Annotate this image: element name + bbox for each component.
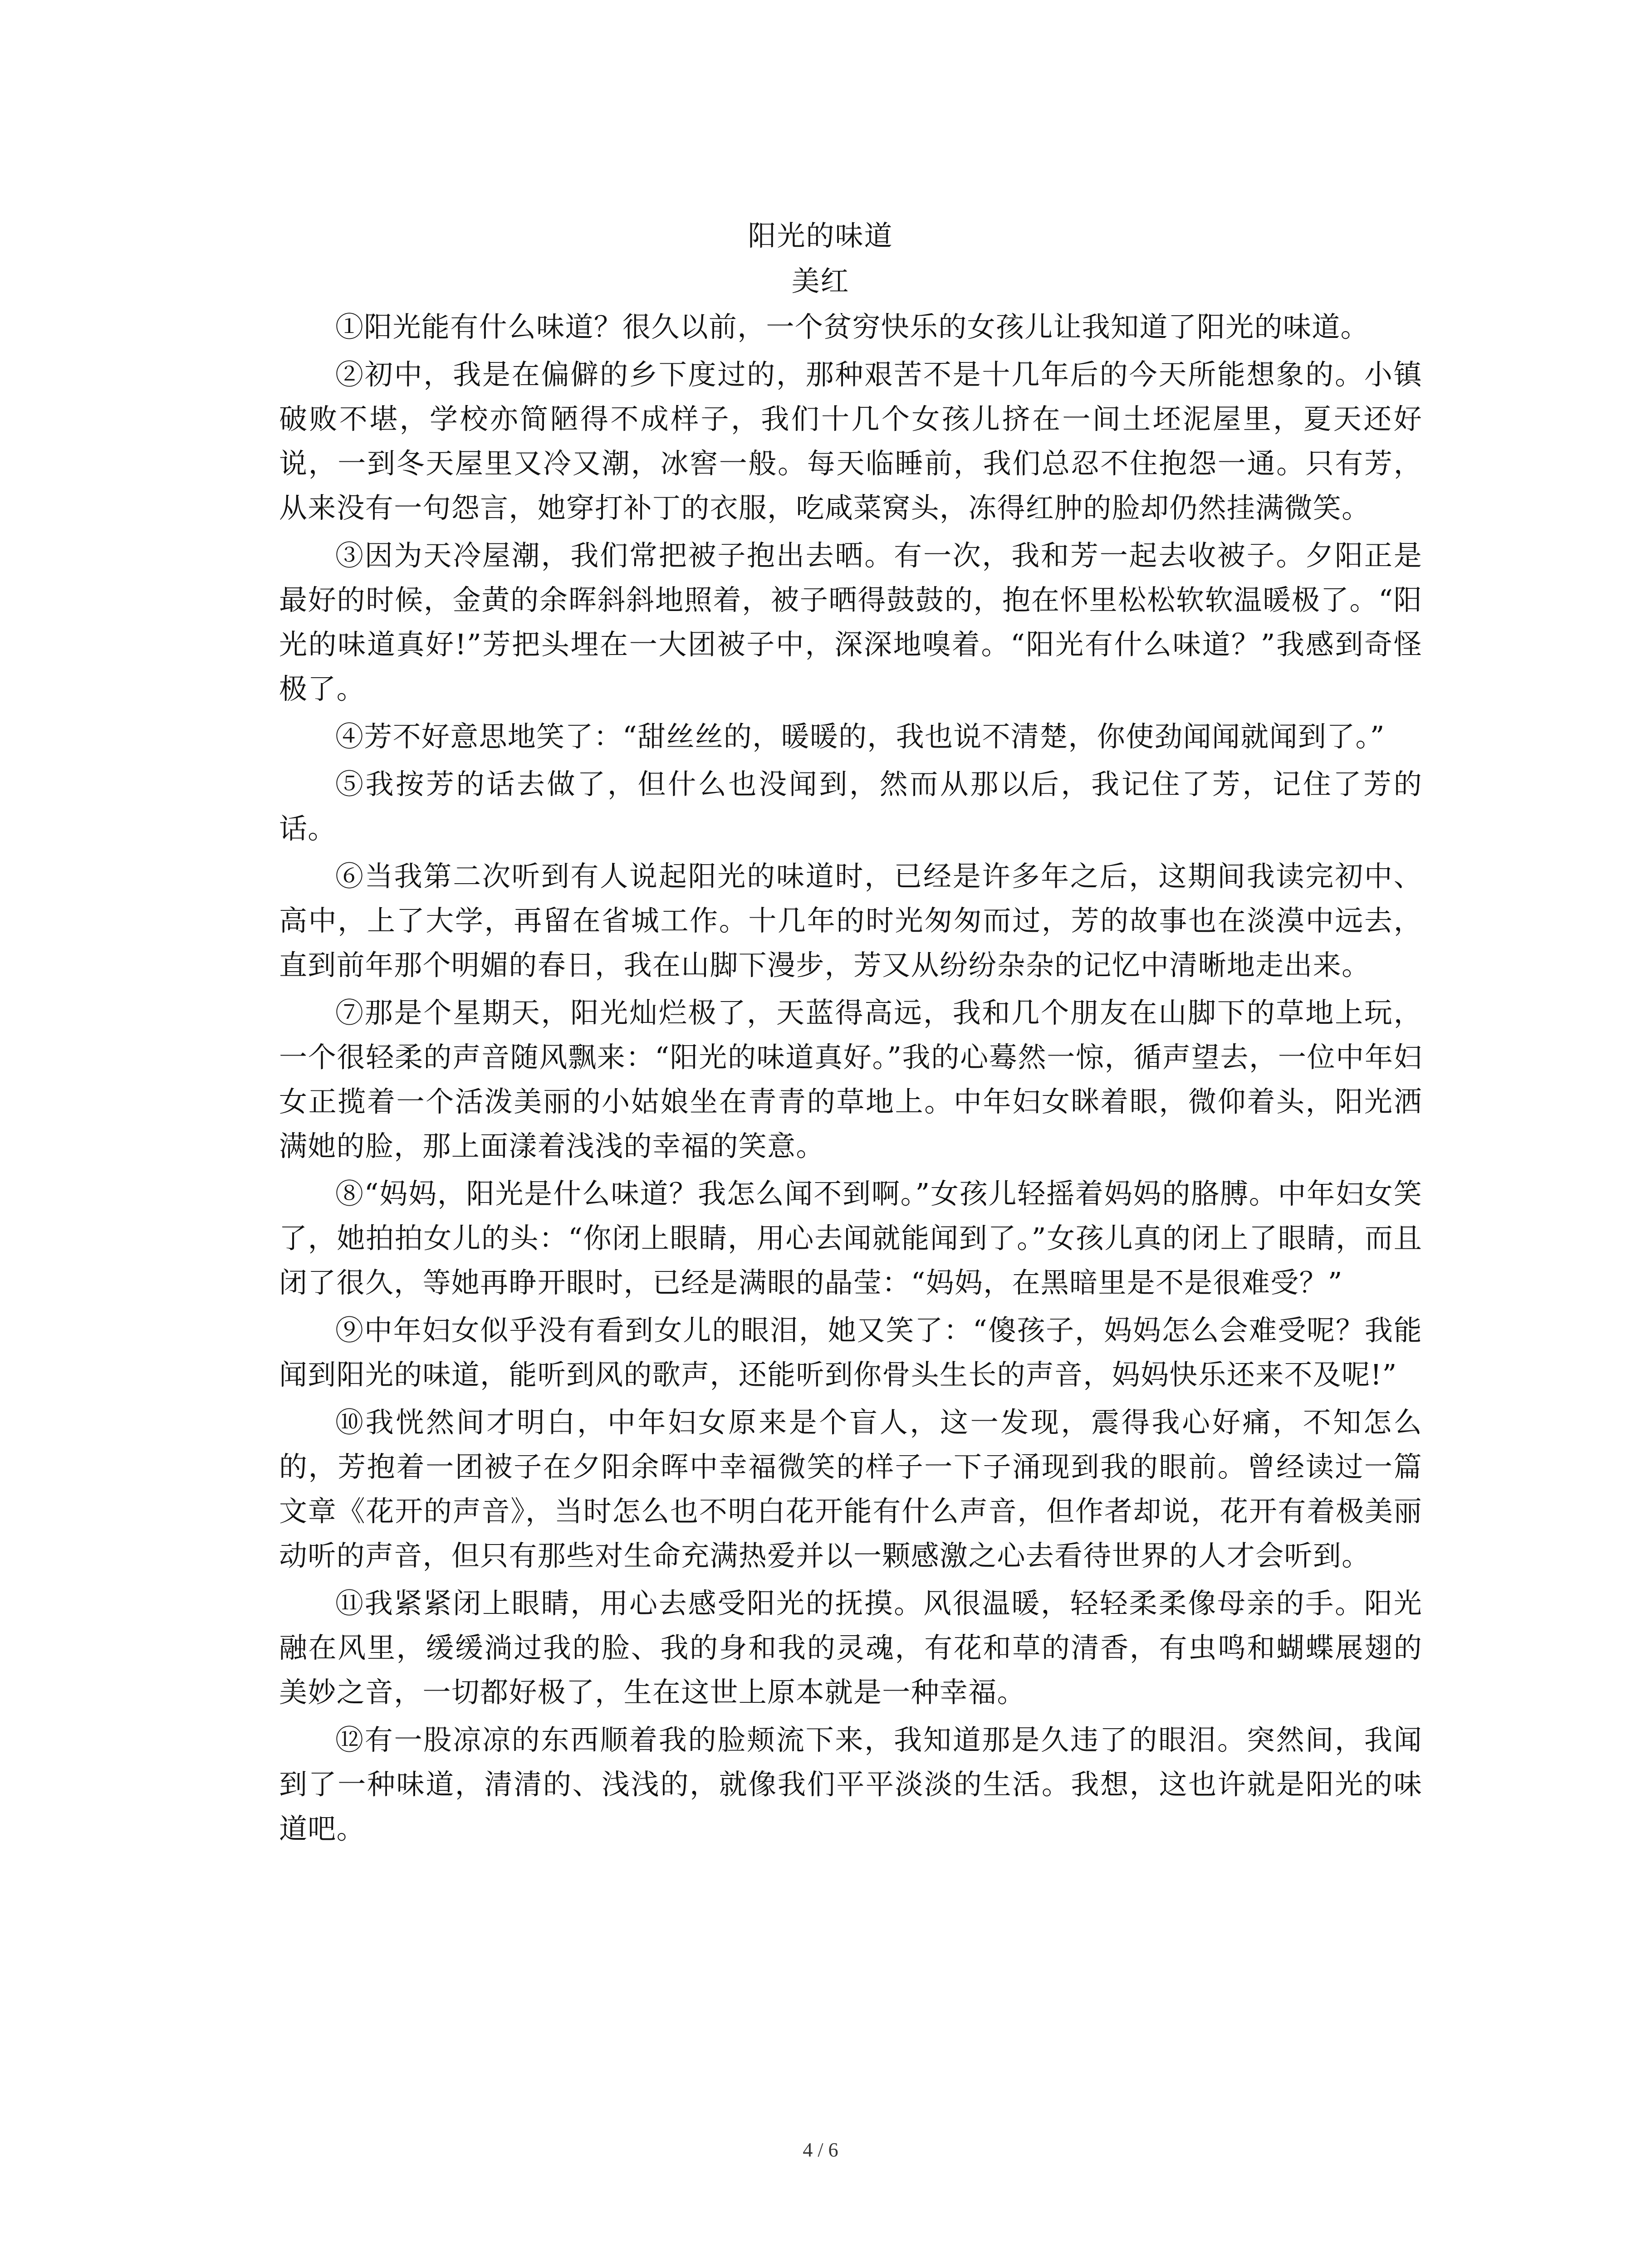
paragraph-4: ④芳不好意思地笑了：“甜丝丝的，暖暖的，我也说不清楚，你使劲闻闻就闻到了。” xyxy=(335,720,1385,753)
article-author: 美红 xyxy=(791,264,850,298)
article-body xyxy=(279,305,1422,1854)
page-number: 4 / 6 xyxy=(803,2139,838,2161)
article-title: 阳光的味道 xyxy=(748,219,893,252)
paragraph-11: ⑪我紧紧闭上眼睛，用心去感受阳光的抚摸。风很温暖，轻轻柔柔像母亲的手。阳光融在风里，缓缓淌过我的脸、我的身和我的灵魂，有花和草的清香，有虫鸣和蝴蝶展翅的美妙之音，一切都好极了，生在这世上原本就是一种幸福。 xyxy=(279,1587,1422,1709)
paragraph-8: ⑧“妈妈，阳光是什么味道？我怎么闻不到啊。”女孩儿轻摇着妈妈的胳膊。中年妇女笑了，她拍拍女儿的头：“你闭上眼睛，用心去闻就能闻到了。”女孩儿真的闭上了眼睛，而且闭了很久，等她再睁开眼时，已经是满眼的晶莹：“妈妈，在黑暗里是不是很难受？” xyxy=(279,1177,1422,1299)
paragraph-1: ①阳光能有什么味道？很久以前，一个贫穷快乐的女孩儿让我知道了阳光的味道。 xyxy=(335,310,1369,343)
paragraph-5: ⑤我按芳的话去做了，但什么也没闻到，然而从那以后，我记住了芳，记住了芳的话。 xyxy=(279,767,1422,845)
paragraph-9: ⑨中年妇女似乎没有看到女儿的眼泪，她又笑了：“傻孩子，妈妈怎么会难受呢？我能闻到阳光的味道，能听到风的歌声，还能听到你骨头生长的声音，妈妈快乐还来不及呢!” xyxy=(279,1314,1422,1391)
paragraph-7: ⑦那是个星期天，阳光灿烂极了，天蓝得高远，我和几个朋友在山脚下的草地上玩，一个很轻柔的声音随风飘来：“阳光的味道真好。”我的心蓦然一惊，循声望去，一位中年妇女正揽着一个活泼美丽的小姑娘坐在青青的草地上。中年妇女眯着眼，微仰着头，阳光洒满她的脸，那上面漾着浅浅的幸福的笑意。 xyxy=(279,996,1422,1163)
paragraph-12: ⑫有一股凉凉的东西顺着我的脸颊流下来，我知道那是久违了的眼泪。突然间，我闻到了一种味道，清清的、浅浅的，就像我们平平淡淡的生活。我想，这也许就是阳光的味道吧。 xyxy=(279,1723,1422,1845)
paragraph-10: ⑩我恍然间才明白，中年妇女原来是个盲人，这一发现，震得我心好痛，不知怎么的，芳抱着一团被子在夕阳余晖中幸福微笑的样子一下子涌现到我的眼前。曾经读过一篇文章《花开的声音》，当时怎么也不明白花开能有什么声音，但作者却说，花开有着极美丽动听的声音，但只有那些对生命充满热爱并以一颗感激之心去看待世界的人才会听到。 xyxy=(279,1406,1422,1572)
paragraph-2: ②初中，我是在偏僻的乡下度过的，那种艰苦不是十几年后的今天所能想象的。小镇破败不堪，学校亦简陋得不成样子，我们十几个女孩儿挤在一间土坯泥屋里，夏天还好说，一到冬天屋里又冷又潮，冰窖一般。每天临睡前，我们总忍不住抱怨一通。只有芳，从来没有一句怨言，她穿打补丁的衣服，吃咸菜窝头，冻得红肿的脸却仍然挂满微笑。 xyxy=(279,358,1422,524)
paragraph-6: ⑥当我第二次听到有人说起阳光的味道时，已经是许多年之后，这期间我读完初中、高中，上了大学，再留在省城工作。十几年的时光匆匆而过，芳的故事也在淡漠中远去，直到前年那个明媚的春日，我在山脚下漫步，芳又从纷纷杂杂的记忆中清晰地走出来。 xyxy=(279,860,1422,982)
paragraph-3: ③因为天冷屋潮，我们常把被子抱出去晒。有一次，我和芳一起去收被子。夕阳正是最好的时候，金黄的余晖斜斜地照着，被子晒得鼓鼓的，抱在怀里松松软软温暖极了。“阳光的味道真好!”芳把头埋在一大团被子中，深深地嗅着。“阳光有什么味道？”我感到奇怪极了。 xyxy=(279,539,1422,705)
